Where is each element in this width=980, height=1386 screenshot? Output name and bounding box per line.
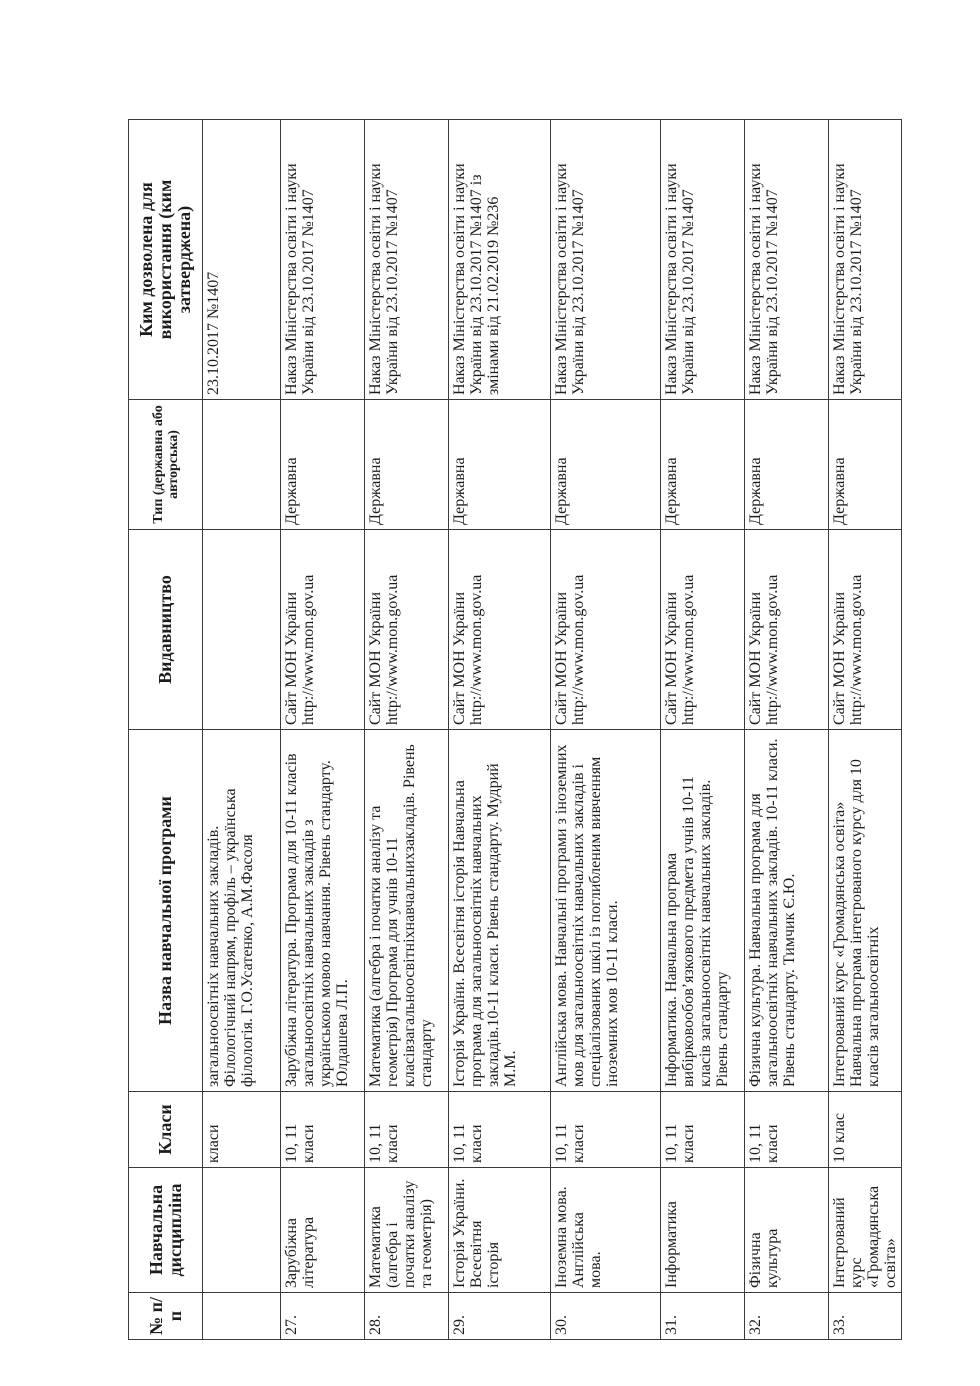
cell-classes: 10, 11 класи — [551, 1092, 661, 1168]
cell-program-name: Історія України. Всесвітня історія Навчальна програма для загальноосвітніх навчальних закладів.10-11 класи. Рівень стандарту. Мудрий М.М. — [449, 730, 551, 1092]
cell-type: Державна — [449, 400, 551, 530]
cell-discipline: Історія України. Всесвітня історія — [449, 1168, 551, 1293]
cell-approved-by: Наказ Міністерства освіти і науки України від 23.10.2017 №1407 — [551, 120, 661, 400]
cell-approved-by: 23.10.2017 №1407 — [203, 120, 281, 400]
cell-num — [203, 1293, 281, 1340]
table-row-continuation — [203, 120, 281, 1340]
cell-publisher: Сайт МОН України http://www.mon.gov.ua — [745, 530, 829, 730]
header-approved-by: Ким дозволена для використання (ким затверджена) — [129, 120, 203, 400]
header-program-name: Назва навчальної програми — [129, 730, 203, 1092]
table-header-row — [129, 120, 203, 1340]
cell-discipline: Фізична культура — [745, 1168, 829, 1293]
cell-num: 29. — [449, 1293, 551, 1340]
cell-approved-by: Наказ Міністерства освіти і науки України від 23.10.2017 №1407 — [281, 120, 365, 400]
header-type: Тип (державна або авторська) — [129, 400, 203, 530]
cell-publisher: Сайт МОН України http://www.mon.gov.ua — [449, 530, 551, 730]
cell-classes: 10, 11 класи — [365, 1092, 449, 1168]
cell-discipline: Іноземна мова. Англійська мова. — [551, 1168, 661, 1293]
cell-classes: класи — [203, 1092, 281, 1168]
cell-discipline: Інформатика — [661, 1168, 745, 1293]
cell-classes: 10, 11 класи — [661, 1092, 745, 1168]
header-num: № п/п — [129, 1293, 203, 1340]
table-row — [745, 120, 829, 1340]
cell-program-name: Фізична культура. Навчальна програма для загальноосвітніх навчальних закладів. 10-11 класи. Рівень стандарту. Тимчик Є.Ю. — [745, 730, 829, 1092]
header-classes: Класи — [129, 1092, 203, 1168]
cell-publisher: Сайт МОН України http://www.mon.gov.ua — [365, 530, 449, 730]
header-publisher: Видавництво — [129, 530, 203, 730]
cell-program-name: Інтегрований курс «Громадянська освіта» Навчальна програма інтегрованого курсу для 10 класів загальноосвітніх — [829, 730, 902, 1092]
table-row — [449, 120, 551, 1340]
cell-approved-by: Наказ Міністерства освіти і науки України від 23.10.2017 №1407 із змінами від 21.02.2019 №236 — [449, 120, 551, 400]
cell-program-name: Зарубіжна література. Програма для 10-11 класів загальноосвітніх навчальних закладів з українською мовою навчання. Рівень стандарту. Юлдашева Л.П. — [281, 730, 365, 1092]
cell-type: Державна — [281, 400, 365, 530]
cell-program-name: Інформатика. Навчальна програма вибірковообов’язкового предмета учнів 10-11 класів загальноосвітніх навчальних закладів. Рівень стандарту — [661, 730, 745, 1092]
table-row — [661, 120, 745, 1340]
cell-discipline — [203, 1168, 281, 1293]
cell-publisher: Сайт МОН України http://www.mon.gov.ua — [661, 530, 745, 730]
cell-type: Державна — [829, 400, 902, 530]
curriculum-table — [128, 119, 902, 1340]
cell-classes: 10 клас — [829, 1092, 902, 1168]
cell-approved-by: Наказ Міністерства освіти і науки України від 23.10.2017 №1407 — [829, 120, 902, 400]
cell-classes: 10, 11 класи — [449, 1092, 551, 1168]
cell-publisher: Сайт МОН України http://www.mon.gov.ua — [281, 530, 365, 730]
cell-num: 30. — [551, 1293, 661, 1340]
table-row — [365, 120, 449, 1340]
cell-type: Державна — [745, 400, 829, 530]
cell-num: 32. — [745, 1293, 829, 1340]
cell-type: Державна — [365, 400, 449, 530]
cell-classes: 10, 11 класи — [745, 1092, 829, 1168]
cell-publisher: Сайт МОН України http://www.mon.gov.ua — [829, 530, 902, 730]
cell-num: 31. — [661, 1293, 745, 1340]
cell-num: 28. — [365, 1293, 449, 1340]
cell-approved-by: Наказ Міністерства освіти і науки України від 23.10.2017 №1407 — [365, 120, 449, 400]
header-discipline: Навчальна дисципліна — [129, 1168, 203, 1293]
cell-publisher: Сайт МОН України http://www.mon.gov.ua — [551, 530, 661, 730]
cell-discipline: Інтегрований курс «Громадянська освіта» — [829, 1168, 902, 1293]
cell-type — [203, 400, 281, 530]
cell-discipline: Зарубіжна література — [281, 1168, 365, 1293]
cell-approved-by: Наказ Міністерства освіти і науки України від 23.10.2017 №1407 — [745, 120, 829, 400]
table-row — [829, 120, 902, 1340]
cell-publisher — [203, 530, 281, 730]
cell-classes: 10, 11 класи — [281, 1092, 365, 1168]
rotated-table-wrapper — [128, 120, 898, 1340]
cell-program-name: загальноосвітніх навчальних закладів. Філологічний напрям, профіль – українська філологія. Г.О.Усатенко, А.М.Фасоля — [203, 730, 281, 1092]
cell-type: Державна — [551, 400, 661, 530]
cell-approved-by: Наказ Міністерства освіти і науки України від 23.10.2017 №1407 — [661, 120, 745, 400]
cell-type: Державна — [661, 400, 745, 530]
cell-num: 33. — [829, 1293, 902, 1340]
cell-program-name: Математика (алгебра і початки аналізу та геометрія) Програма для учнів 10-11 класівзагальноосвітніхнавчальнихзакладів. Рівень стандарту — [365, 730, 449, 1092]
cell-program-name: Англійська мова. Навчальні програми з іноземних мов для загальноосвітніх навчальних закладів і спеціалізованих шкіл із поглибленим вивченням іноземних мов 10-11 класи. — [551, 730, 661, 1092]
table-row — [281, 120, 365, 1340]
table-row — [551, 120, 661, 1340]
cell-num: 27. — [281, 1293, 365, 1340]
cell-discipline: Математика (алгебра і початки аналізу та геометрія) — [365, 1168, 449, 1293]
